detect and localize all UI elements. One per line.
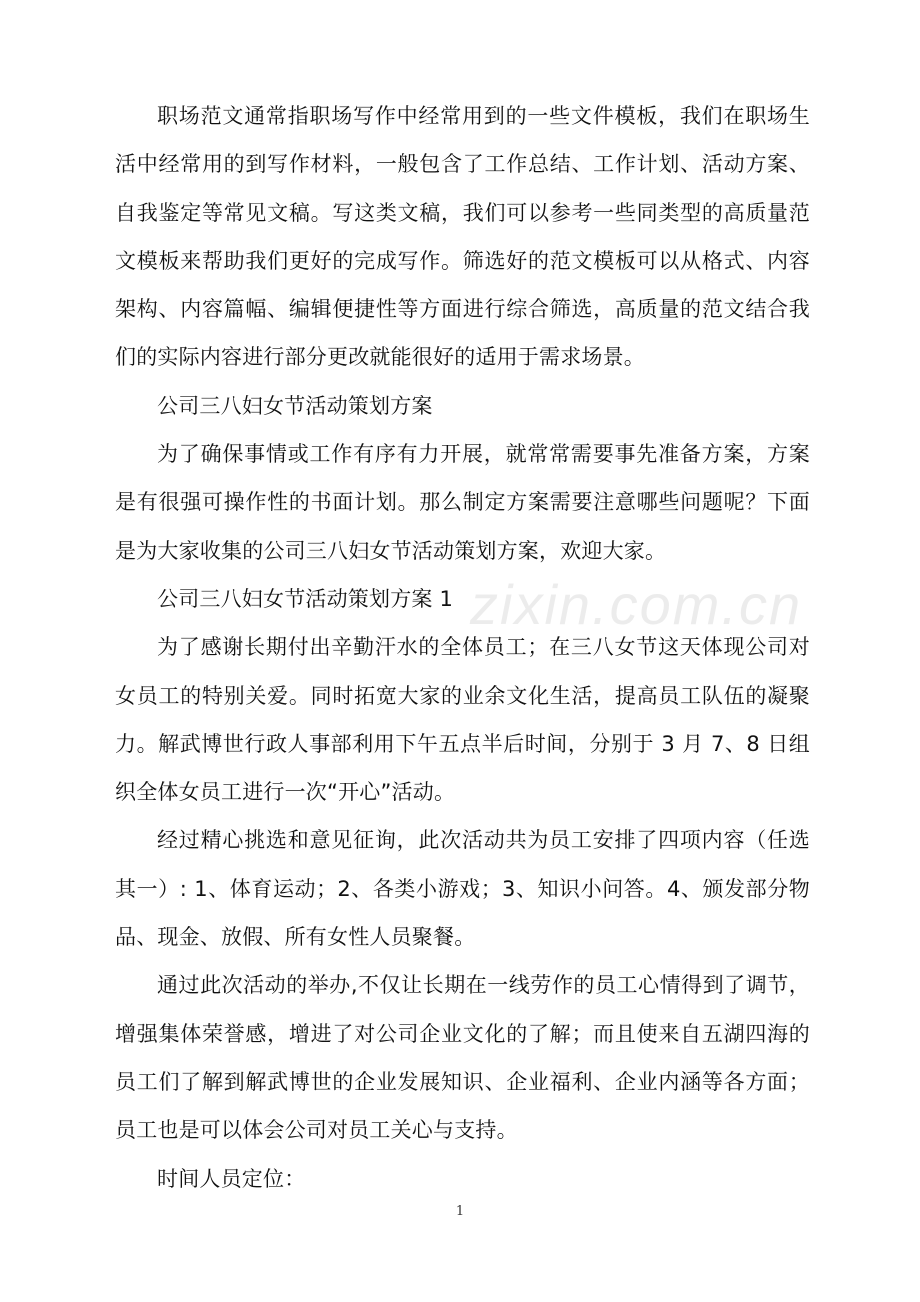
section-heading: 公司三八妇女节活动策划方案 1 — [157, 586, 454, 611]
preface-paragraph: 为了确保事情或工作有序有力开展，就常常需要事先准备方案，方案是有很强可操作性的书面计划。那么制定方案需要注意哪些问题呢？下面是为大家收集的公司三八妇女节活动策划方案，欢迎大家。 — [115, 442, 810, 563]
document-body — [115, 92, 810, 1203]
purpose-paragraph: 为了感谢长期付出辛勤汗水的全体员工；在三八女节这天体现公司对女员工的特别关爱。同时拓宽大家的业余文化生活，提高员工队伍的凝聚力。解武博世行政人事部利用下午五点半后时间，分别于 3 月 7、8 日组织全体女员工进行一次“开心”活动。 — [115, 635, 810, 805]
intro-paragraph: 职场范文通常指职场写作中经常用到的一些文件模板，我们在职场生活中经常用的到写作材料，一般包含了工作总结、工作计划、活动方案、自我鉴定等常见文稿。写这类文稿，我们可以参考一些同类型的高质量范文模板来帮助我们更好的完成写作。筛选好的范文模板可以从格式、内容架构、内容篇幅、编辑便捷性等方面进行综合筛选，高质量的范文结合我们的实际内容进行部分更改就能很好的适用于需求场景。 — [115, 104, 810, 370]
schedule-heading: 时间人员定位： — [157, 1166, 306, 1191]
activities-paragraph: 经过精心挑选和意见征询，此次活动共为员工安排了四项内容（任选其一）: 1、体育运动；2、各类小游戏；3、知识小问答。4、颁发部分物品、现金、放假、所有女性人员聚餐。 — [115, 828, 810, 950]
document-title: 公司三八妇女节活动策划方案 — [157, 393, 433, 418]
watermark-logo: zixin.com.cn — [470, 573, 803, 636]
page-number: 1 — [455, 1204, 465, 1219]
outcome-paragraph: 通过此次活动的举办,不仅让长期在一线劳作的员工心情得到了调节，增强集体荣誉感，增进了对公司企业文化的了解；而且使来自五湖四海的员工们了解到解武博世的企业发展知识、企业福利、企业内涵等各方面；员工也是可以体会公司对员工关心与支持。 — [115, 973, 810, 1143]
